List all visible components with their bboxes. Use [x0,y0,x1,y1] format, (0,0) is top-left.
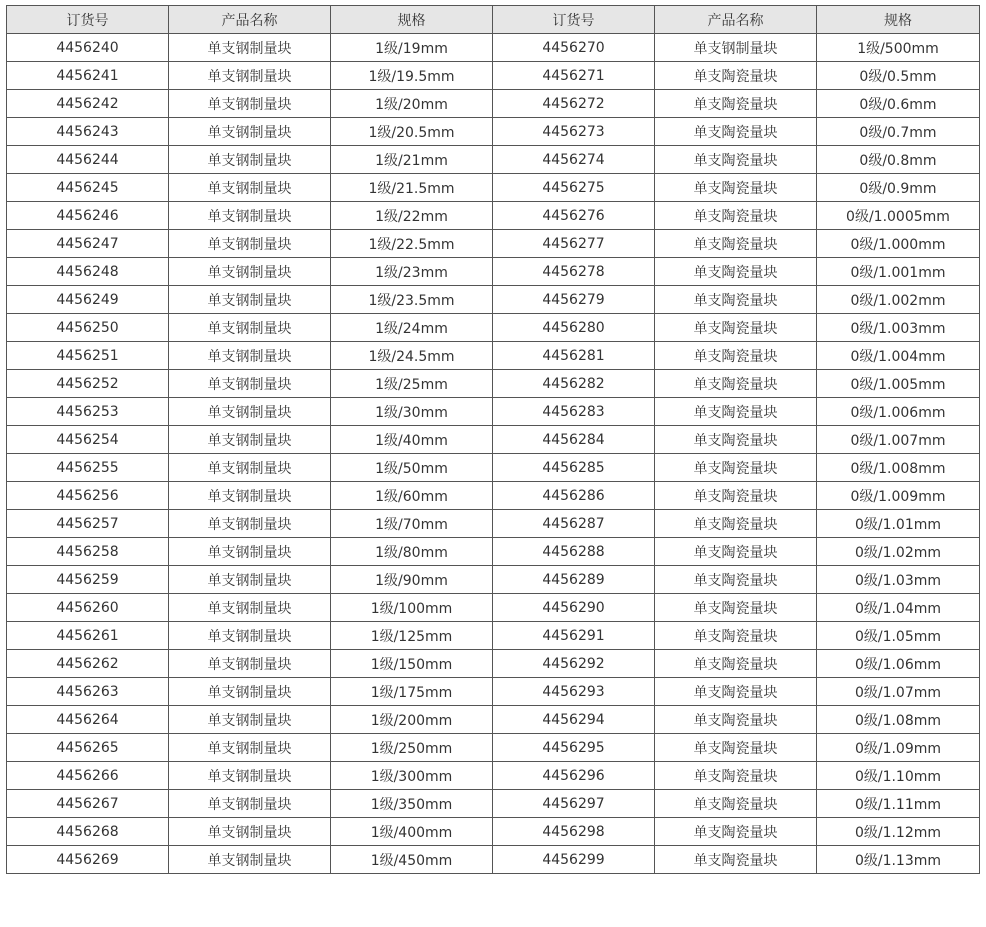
specification-cell: 0级/1.006mm [817,398,980,426]
specification-cell: 0级/1.12mm [817,818,980,846]
order-number-cell: 4456273 [493,118,655,146]
table-row [7,650,980,678]
order-number-cell: 4456266 [7,762,169,790]
specification-cell: 0级/1.002mm [817,286,980,314]
order-number-cell: 4456240 [7,34,169,62]
specification-cell: 1级/450mm [331,846,493,874]
order-number-cell: 4456253 [7,398,169,426]
specification-cell: 1级/21.5mm [331,174,493,202]
table-row [7,258,980,286]
specification-cell: 1级/24mm [331,314,493,342]
specification-cell: 1级/25mm [331,370,493,398]
product-name-cell: 单支钢制量块 [169,286,331,314]
specification-cell: 0级/0.7mm [817,118,980,146]
product-name-cell: 单支陶瓷量块 [655,146,817,174]
table-row [7,230,980,258]
table-row [7,566,980,594]
product-spec-table [6,5,980,874]
specification-cell: 1级/60mm [331,482,493,510]
specification-cell: 1级/50mm [331,454,493,482]
product-name-cell: 单支陶瓷量块 [655,566,817,594]
product-name-cell: 单支陶瓷量块 [655,342,817,370]
product-name-cell: 单支钢制量块 [169,538,331,566]
order-number-cell: 4456294 [493,706,655,734]
specification-cell: 0级/1.11mm [817,790,980,818]
table-row [7,202,980,230]
product-name-cell: 单支钢制量块 [169,230,331,258]
order-number-cell: 4456268 [7,818,169,846]
specification-cell: 0级/1.01mm [817,510,980,538]
order-number-cell: 4456286 [493,482,655,510]
specification-cell: 0级/0.8mm [817,146,980,174]
header-specification-2: 规格 [817,6,980,34]
table-row [7,846,980,874]
order-number-cell: 4456277 [493,230,655,258]
product-name-cell: 单支钢制量块 [169,118,331,146]
specification-cell: 1级/23mm [331,258,493,286]
specification-cell: 1级/200mm [331,706,493,734]
product-name-cell: 单支陶瓷量块 [655,370,817,398]
order-number-cell: 4456299 [493,846,655,874]
order-number-cell: 4456275 [493,174,655,202]
table-row [7,314,980,342]
order-number-cell: 4456285 [493,454,655,482]
table-row [7,174,980,202]
specification-cell: 0级/0.6mm [817,90,980,118]
table-row [7,398,980,426]
specification-cell: 0级/1.10mm [817,762,980,790]
order-number-cell: 4456256 [7,482,169,510]
order-number-cell: 4456260 [7,594,169,622]
header-specification: 规格 [331,6,493,34]
table-row [7,706,980,734]
order-number-cell: 4456241 [7,62,169,90]
specification-cell: 0级/1.008mm [817,454,980,482]
product-name-cell: 单支钢制量块 [169,202,331,230]
table-row [7,818,980,846]
specification-cell: 1级/20mm [331,90,493,118]
specification-cell: 1级/30mm [331,398,493,426]
specification-cell: 1级/100mm [331,594,493,622]
order-number-cell: 4456242 [7,90,169,118]
table-row [7,538,980,566]
order-number-cell: 4456271 [493,62,655,90]
order-number-cell: 4456243 [7,118,169,146]
order-number-cell: 4456278 [493,258,655,286]
order-number-cell: 4456265 [7,734,169,762]
table-row [7,286,980,314]
order-number-cell: 4456262 [7,650,169,678]
table-row [7,118,980,146]
product-name-cell: 单支钢制量块 [169,426,331,454]
order-number-cell: 4456292 [493,650,655,678]
product-name-cell: 单支陶瓷量块 [655,510,817,538]
product-name-cell: 单支钢制量块 [169,510,331,538]
specification-cell: 1级/23.5mm [331,286,493,314]
specification-cell: 0级/1.06mm [817,650,980,678]
specification-cell: 0级/1.05mm [817,622,980,650]
order-number-cell: 4456252 [7,370,169,398]
table-row [7,342,980,370]
product-name-cell: 单支钢制量块 [169,482,331,510]
table-header-row [7,6,980,34]
order-number-cell: 4456261 [7,622,169,650]
order-number-cell: 4456244 [7,146,169,174]
order-number-cell: 4456282 [493,370,655,398]
order-number-cell: 4456289 [493,566,655,594]
specification-cell: 1级/250mm [331,734,493,762]
table-row [7,734,980,762]
product-name-cell: 单支陶瓷量块 [655,482,817,510]
specification-cell: 1级/500mm [817,34,980,62]
specification-cell: 1级/175mm [331,678,493,706]
specification-cell: 0级/1.04mm [817,594,980,622]
order-number-cell: 4456263 [7,678,169,706]
product-name-cell: 单支陶瓷量块 [655,258,817,286]
table-row [7,146,980,174]
specification-cell: 0级/1.13mm [817,846,980,874]
order-number-cell: 4456270 [493,34,655,62]
product-name-cell: 单支钢制量块 [169,846,331,874]
order-number-cell: 4456259 [7,566,169,594]
product-name-cell: 单支陶瓷量块 [655,650,817,678]
order-number-cell: 4456246 [7,202,169,230]
specification-cell: 1级/90mm [331,566,493,594]
order-number-cell: 4456297 [493,790,655,818]
product-name-cell: 单支陶瓷量块 [655,174,817,202]
product-name-cell: 单支陶瓷量块 [655,286,817,314]
product-name-cell: 单支钢制量块 [169,650,331,678]
order-number-cell: 4456251 [7,342,169,370]
specification-cell: 0级/1.09mm [817,734,980,762]
specification-cell: 0级/1.003mm [817,314,980,342]
product-name-cell: 单支钢制量块 [169,762,331,790]
order-number-cell: 4456272 [493,90,655,118]
specification-cell: 0级/0.5mm [817,62,980,90]
order-number-cell: 4456250 [7,314,169,342]
order-number-cell: 4456269 [7,846,169,874]
order-number-cell: 4456283 [493,398,655,426]
order-number-cell: 4456291 [493,622,655,650]
specification-cell: 1级/70mm [331,510,493,538]
specification-cell: 1级/22mm [331,202,493,230]
product-name-cell: 单支钢制量块 [169,622,331,650]
order-number-cell: 4456296 [493,762,655,790]
order-number-cell: 4456267 [7,790,169,818]
specification-cell: 1级/150mm [331,650,493,678]
product-name-cell: 单支钢制量块 [169,258,331,286]
table-row [7,510,980,538]
table-row [7,678,980,706]
table-row [7,482,980,510]
order-number-cell: 4456293 [493,678,655,706]
specification-cell: 0级/1.001mm [817,258,980,286]
order-number-cell: 4456257 [7,510,169,538]
table-row [7,90,980,118]
order-number-cell: 4456255 [7,454,169,482]
product-name-cell: 单支陶瓷量块 [655,398,817,426]
order-number-cell: 4456298 [493,818,655,846]
order-number-cell: 4456264 [7,706,169,734]
order-number-cell: 4456281 [493,342,655,370]
product-name-cell: 单支陶瓷量块 [655,90,817,118]
order-number-cell: 4456247 [7,230,169,258]
specification-cell: 0级/0.9mm [817,174,980,202]
specification-cell: 1级/80mm [331,538,493,566]
product-name-cell: 单支陶瓷量块 [655,454,817,482]
product-name-cell: 单支陶瓷量块 [655,594,817,622]
specification-cell: 0级/1.007mm [817,426,980,454]
product-name-cell: 单支钢制量块 [169,90,331,118]
order-number-cell: 4456248 [7,258,169,286]
product-name-cell: 单支陶瓷量块 [655,314,817,342]
product-name-cell: 单支陶瓷量块 [655,118,817,146]
product-name-cell: 单支钢制量块 [169,790,331,818]
product-name-cell: 单支钢制量块 [169,146,331,174]
product-name-cell: 单支陶瓷量块 [655,790,817,818]
product-name-cell: 单支陶瓷量块 [655,734,817,762]
specification-cell: 0级/1.02mm [817,538,980,566]
order-number-cell: 4456258 [7,538,169,566]
order-number-cell: 4456288 [493,538,655,566]
table-row [7,454,980,482]
specification-cell: 1级/22.5mm [331,230,493,258]
product-name-cell: 单支陶瓷量块 [655,622,817,650]
product-name-cell: 单支陶瓷量块 [655,202,817,230]
table-row [7,34,980,62]
table-row [7,622,980,650]
product-name-cell: 单支陶瓷量块 [655,706,817,734]
specification-cell: 0级/1.009mm [817,482,980,510]
product-name-cell: 单支钢制量块 [169,594,331,622]
specification-cell: 0级/1.0005mm [817,202,980,230]
table-row [7,762,980,790]
order-number-cell: 4456295 [493,734,655,762]
specification-cell: 1级/24.5mm [331,342,493,370]
product-name-cell: 单支钢制量块 [169,678,331,706]
order-number-cell: 4456280 [493,314,655,342]
product-name-cell: 单支钢制量块 [169,818,331,846]
product-name-cell: 单支钢制量块 [169,370,331,398]
specification-cell: 1级/19.5mm [331,62,493,90]
table-row [7,62,980,90]
table-row [7,370,980,398]
product-name-cell: 单支钢制量块 [169,398,331,426]
header-order-number-2: 订货号 [493,6,655,34]
order-number-cell: 4456276 [493,202,655,230]
specification-cell: 0级/1.08mm [817,706,980,734]
table-row [7,594,980,622]
product-name-cell: 单支陶瓷量块 [655,62,817,90]
product-name-cell: 单支钢制量块 [169,734,331,762]
specification-cell: 1级/350mm [331,790,493,818]
product-name-cell: 单支陶瓷量块 [655,846,817,874]
order-number-cell: 4456254 [7,426,169,454]
specification-cell: 1级/20.5mm [331,118,493,146]
product-name-cell: 单支钢制量块 [169,62,331,90]
product-name-cell: 单支陶瓷量块 [655,230,817,258]
order-number-cell: 4456279 [493,286,655,314]
product-name-cell: 单支钢制量块 [169,314,331,342]
order-number-cell: 4456274 [493,146,655,174]
specification-cell: 1级/40mm [331,426,493,454]
specification-cell: 1级/300mm [331,762,493,790]
header-product-name: 产品名称 [169,6,331,34]
specification-cell: 1级/400mm [331,818,493,846]
product-name-cell: 单支钢制量块 [169,342,331,370]
product-name-cell: 单支钢制量块 [169,454,331,482]
specification-cell: 0级/1.005mm [817,370,980,398]
specification-cell: 1级/19mm [331,34,493,62]
table-row [7,790,980,818]
table-body [7,34,980,874]
product-name-cell: 单支陶瓷量块 [655,818,817,846]
specification-cell: 0级/1.004mm [817,342,980,370]
specification-cell: 0级/1.03mm [817,566,980,594]
specification-cell: 0级/1.000mm [817,230,980,258]
order-number-cell: 4456245 [7,174,169,202]
specification-cell: 1级/125mm [331,622,493,650]
product-name-cell: 单支陶瓷量块 [655,678,817,706]
order-number-cell: 4456249 [7,286,169,314]
product-name-cell: 单支陶瓷量块 [655,426,817,454]
order-number-cell: 4456287 [493,510,655,538]
header-product-name-2: 产品名称 [655,6,817,34]
product-name-cell: 单支陶瓷量块 [655,762,817,790]
order-number-cell: 4456290 [493,594,655,622]
header-order-number: 订货号 [7,6,169,34]
product-name-cell: 单支钢制量块 [169,566,331,594]
product-name-cell: 单支钢制量块 [169,174,331,202]
table-row [7,426,980,454]
product-name-cell: 单支陶瓷量块 [655,538,817,566]
product-name-cell: 单支钢制量块 [655,34,817,62]
product-name-cell: 单支钢制量块 [169,706,331,734]
specification-cell: 0级/1.07mm [817,678,980,706]
product-name-cell: 单支钢制量块 [169,34,331,62]
order-number-cell: 4456284 [493,426,655,454]
specification-cell: 1级/21mm [331,146,493,174]
